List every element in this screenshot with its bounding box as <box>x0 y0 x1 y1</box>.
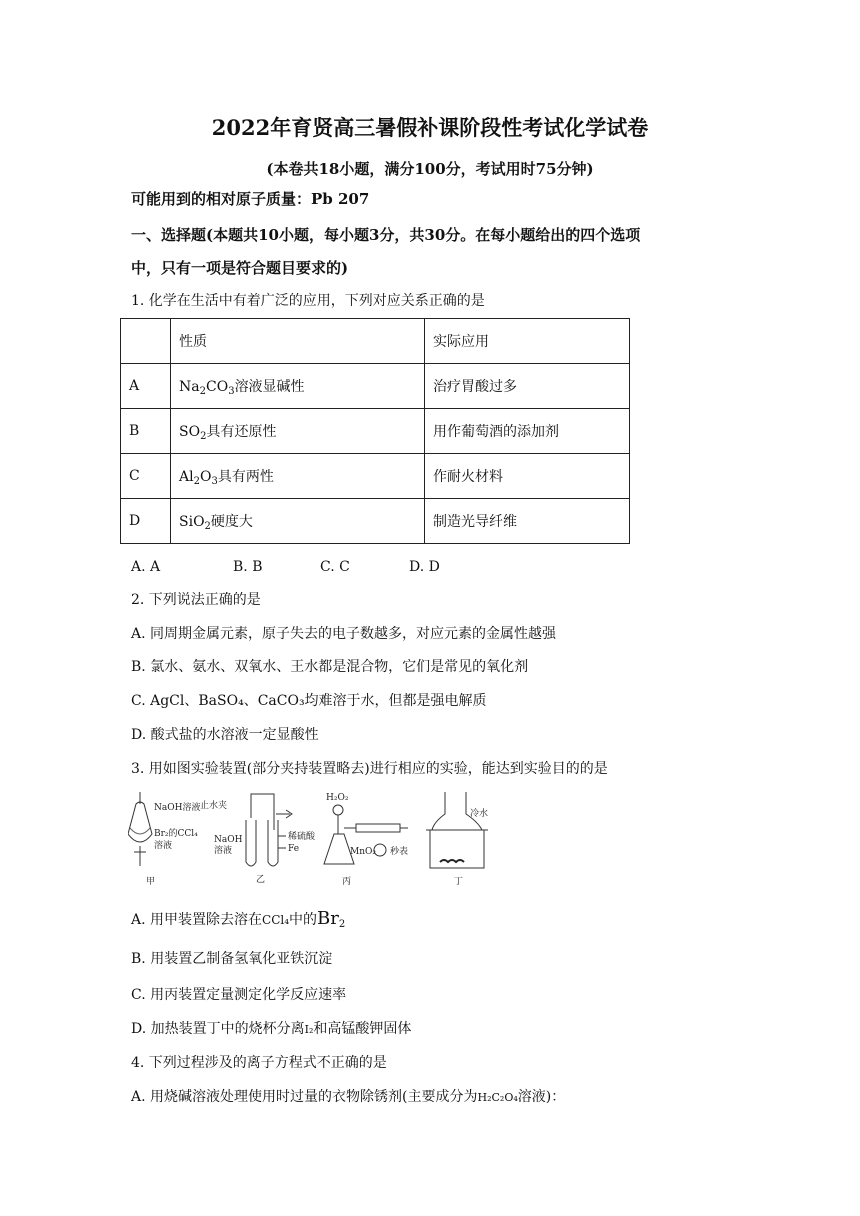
q1-option-a: A. A <box>131 559 161 575</box>
q4-stem: 4. 下列过程涉及的离子方程式不正确的是 <box>131 1055 387 1071</box>
q3-option-c: C. 用丙装置定量测定化学反应速率 <box>131 987 347 1003</box>
bing-name: 丙 <box>342 877 352 886</box>
table-cell-property: SiO$_2$硬度大 <box>171 499 425 544</box>
table-header-property: 性质 <box>171 319 425 364</box>
table-cell <box>121 319 171 364</box>
yi-name: 乙 <box>256 875 266 885</box>
q4-option-a: A. 用烧碱溶液处理使用时过量的衣物除锈剂(主要成分为H₂C₂O₄溶液)： <box>131 1089 566 1105</box>
table-cell-property: $SO_2$具有还原性 <box>171 409 425 454</box>
jia-label-br2: Br₂的CCl₄ <box>154 829 198 839</box>
bing-h2o2-label: H₂O₂ <box>326 793 349 803</box>
table-cell-property: $Al_2O_3$具有两性 <box>171 454 425 499</box>
table-cell-application: 作耐火材料 <box>425 454 630 499</box>
yi-naoh-label: NaOH <box>214 835 243 845</box>
apparatus-ding <box>426 792 488 868</box>
q2-option-c: C. AgCl、BaSO₄、CaCO₃均难溶于水，但都是强电解质 <box>131 693 487 709</box>
q2-option-a: A. 同周期金属元素，原子失去的电子数越多，对应元素的金属性越强 <box>131 626 557 642</box>
table-cell-property: $Na_2CO_3$溶液显碱性 <box>171 364 425 409</box>
apparatus-jia <box>128 792 152 866</box>
apparatus-yi <box>246 794 292 866</box>
bing-timer-label: 秒表 <box>390 847 409 857</box>
table-row <box>121 454 630 499</box>
yi-acid-label: 稀硫酸 <box>288 832 316 842</box>
q1-option-c: C. C <box>320 559 350 575</box>
exam-title: 2022年育贤高三暑假补课阶段性考试化学试卷 <box>211 115 649 140</box>
table-cell-application: 用作葡萄酒的添加剂 <box>425 409 630 454</box>
bing-mno2-label: MnO₂ <box>350 847 376 857</box>
q3-apparatus-figure <box>128 790 508 886</box>
q1-table <box>120 318 630 544</box>
table-row <box>121 409 630 454</box>
table-row-label: B <box>121 409 171 454</box>
q1-option-d: D. D <box>409 559 440 575</box>
yi-fe-label: Fe <box>288 844 300 854</box>
table-row <box>121 319 630 364</box>
q1-stem: 1. 化学在生活中有着广泛的应用，下列对应关系正确的是 <box>131 293 485 309</box>
q3-stem: 3. 用如图实验装置(部分夹持装置略去)进行相应的实验，能达到实验目的的是 <box>131 761 608 777</box>
table-header-application: 实际应用 <box>425 319 630 364</box>
atomic-mass-note: 可能用到的相对原子质量：Pb 207 <box>131 190 370 208</box>
q3-option-a: A. 用甲装置除去溶在CCl₄中的$Br_2$ <box>131 908 346 930</box>
ding-name: 丁 <box>454 877 464 886</box>
q2-stem: 2. 下列说法正确的是 <box>131 592 261 608</box>
table-cell-application: 治疗胃酸过多 <box>425 364 630 409</box>
q1-option-b: B. B <box>233 559 263 575</box>
jia-name: 甲 <box>146 877 156 886</box>
q2-option-d: D. 酸式盐的水溶液一定显酸性 <box>131 727 319 743</box>
exam-subtitle: (本卷共18小题，满分100分，考试用时75分钟) <box>266 160 594 178</box>
q3-option-b: B. 用装置乙制备氢氧化亚铁沉淀 <box>131 951 333 967</box>
jia-label-naoh: NaOH溶液 <box>154 803 201 813</box>
q2-option-b: B. 氯水、氨水、双氧水、王水都是混合物，它们是常见的氧化剂 <box>131 659 529 675</box>
table-cell-application: 制造光导纤维 <box>425 499 630 544</box>
table-row-label: C <box>121 454 171 499</box>
table-row-label: D <box>121 499 171 544</box>
table-row <box>121 364 630 409</box>
section1-heading-line2: 中，只有一项是符合题目要求的) <box>131 259 349 277</box>
yi-clip-label: 止水夹 <box>200 801 228 811</box>
jia-label-solution: 溶液 <box>154 841 173 851</box>
q3-option-d: D. 加热装置丁中的烧杯分离I₂和高锰酸钾固体 <box>131 1021 412 1037</box>
ding-water-label: 冷水 <box>470 809 489 819</box>
table-row-label: A <box>121 364 171 409</box>
table-row <box>121 499 630 544</box>
section1-heading-line1: 一、选择题(本题共10小题，每小题3分，共30分。在每小题给出的四个选项 <box>131 226 641 244</box>
yi-naoh-solution-label: 溶液 <box>214 846 233 856</box>
